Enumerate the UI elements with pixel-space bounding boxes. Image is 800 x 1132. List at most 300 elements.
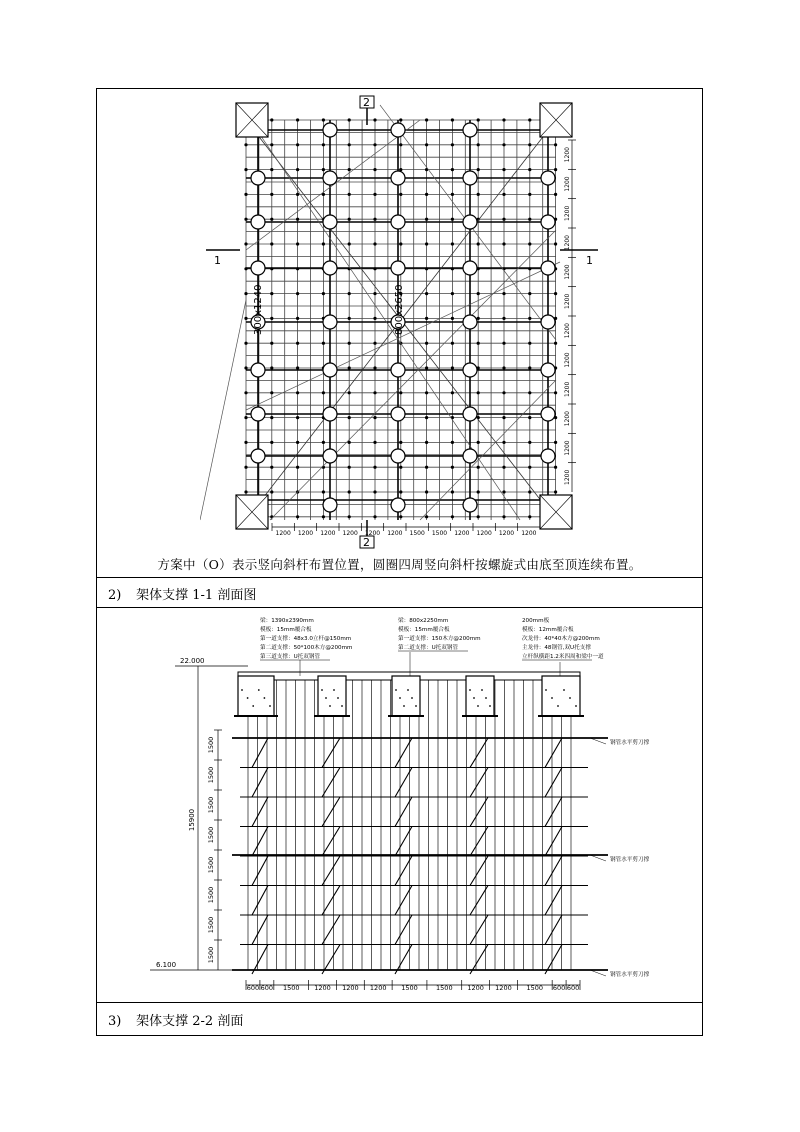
pole-node bbox=[244, 317, 247, 320]
pole-node bbox=[244, 168, 247, 171]
vertical-brace-circle bbox=[323, 498, 337, 512]
row-divider bbox=[96, 577, 703, 578]
pole-node bbox=[502, 490, 505, 493]
vertical-brace-circle bbox=[323, 171, 337, 185]
pole-node bbox=[399, 143, 402, 146]
pole-node bbox=[502, 317, 505, 320]
pole-node bbox=[528, 515, 531, 518]
vertical-brace-circle bbox=[463, 363, 477, 377]
pole-node bbox=[528, 466, 531, 469]
dimension-label: 1200 bbox=[564, 176, 571, 192]
concrete-dot bbox=[557, 705, 559, 707]
pole-node bbox=[270, 466, 273, 469]
pole-node bbox=[244, 342, 247, 345]
pole-node bbox=[425, 242, 428, 245]
scaffold-elevation-drawing bbox=[130, 612, 690, 998]
diagonal-brace bbox=[322, 856, 340, 886]
vertical-brace-circle bbox=[251, 363, 265, 377]
vertical-brace-circle bbox=[391, 261, 405, 275]
pole-node bbox=[528, 317, 531, 320]
beam-section bbox=[392, 676, 420, 716]
vertical-brace-circle bbox=[391, 215, 405, 229]
diagonal-brace bbox=[545, 797, 562, 827]
diagonal-brace bbox=[246, 262, 560, 410]
vertical-brace-circle bbox=[463, 171, 477, 185]
pole-node bbox=[451, 466, 454, 469]
pole-node bbox=[554, 143, 557, 146]
pole-node bbox=[554, 391, 557, 394]
pole-node bbox=[322, 143, 325, 146]
pole-node bbox=[348, 168, 351, 171]
concrete-dot bbox=[473, 697, 475, 699]
pole-node bbox=[425, 490, 428, 493]
pole-node bbox=[244, 267, 247, 270]
dimension-label: 1500 bbox=[207, 886, 215, 904]
leader-line bbox=[590, 738, 606, 744]
diagonal-brace bbox=[252, 856, 268, 886]
pole-node bbox=[451, 342, 454, 345]
pole-node bbox=[554, 466, 557, 469]
vertical-brace-circle bbox=[251, 171, 265, 185]
dimension-label: 1500 bbox=[207, 766, 215, 784]
dimension-label: 1200 bbox=[342, 984, 359, 992]
concrete-dot bbox=[337, 697, 339, 699]
beam-label: 300x1240 bbox=[253, 284, 264, 335]
pole-node bbox=[373, 441, 376, 444]
pole-node bbox=[296, 342, 299, 345]
pole-node bbox=[244, 490, 247, 493]
diagonal-brace bbox=[322, 886, 340, 916]
pole-node bbox=[322, 441, 325, 444]
total-height-label: 15900 bbox=[188, 808, 196, 832]
concrete-dot bbox=[407, 689, 409, 691]
pole-node bbox=[373, 218, 376, 221]
concrete-dot bbox=[477, 705, 479, 707]
pole-node bbox=[451, 267, 454, 270]
pole-node bbox=[477, 391, 480, 394]
pole-node bbox=[554, 292, 557, 295]
vertical-brace-circle bbox=[463, 215, 477, 229]
pole-node bbox=[348, 143, 351, 146]
vertical-brace-circle bbox=[463, 449, 477, 463]
pole-node bbox=[348, 515, 351, 518]
pole-node bbox=[244, 416, 247, 419]
pole-node bbox=[425, 193, 428, 196]
leader-line bbox=[590, 970, 606, 976]
pole-node bbox=[348, 292, 351, 295]
vertical-brace-circle bbox=[391, 171, 405, 185]
dimension-label: 1500 bbox=[207, 856, 215, 874]
pole-node bbox=[399, 242, 402, 245]
pole-node bbox=[244, 242, 247, 245]
level-label: 6.100 bbox=[156, 961, 177, 969]
pole-node bbox=[322, 292, 325, 295]
vertical-brace-circle bbox=[463, 261, 477, 275]
pole-node bbox=[373, 168, 376, 171]
pole-node bbox=[528, 490, 531, 493]
dimension-label: 1200 bbox=[564, 264, 571, 280]
beam-spec-note: 第二道支撑：U托双钢管 bbox=[398, 645, 459, 651]
concrete-dot bbox=[481, 689, 483, 691]
section-heading-1-1 bbox=[108, 584, 256, 603]
pole-node bbox=[373, 292, 376, 295]
pole-node bbox=[451, 218, 454, 221]
dimension-label: 1200 bbox=[476, 530, 492, 537]
concrete-dot bbox=[341, 705, 343, 707]
pole-node bbox=[425, 292, 428, 295]
brace-label: 钢管水平剪刀撑 bbox=[610, 740, 650, 746]
diagonal-brace bbox=[322, 827, 340, 857]
diagonal-brace bbox=[545, 886, 562, 916]
pole-node bbox=[296, 242, 299, 245]
dimension-label: 1200 bbox=[454, 530, 470, 537]
beam-spec-note: 次龙骨：40*40木方@200mm bbox=[522, 636, 600, 642]
pole-node bbox=[451, 515, 454, 518]
concrete-dot bbox=[415, 705, 417, 707]
vertical-brace-circle bbox=[251, 261, 265, 275]
section-mark: 1 bbox=[214, 254, 221, 267]
pole-node bbox=[270, 267, 273, 270]
concrete-dot bbox=[563, 689, 565, 691]
pole-node bbox=[296, 267, 299, 270]
pole-node bbox=[322, 168, 325, 171]
pole-node bbox=[373, 366, 376, 369]
dimension-label: 1500 bbox=[431, 530, 448, 537]
dimension-label: 1200 bbox=[498, 530, 515, 537]
pole-node bbox=[348, 366, 351, 369]
pole-node bbox=[270, 317, 273, 320]
pole-node bbox=[451, 193, 454, 196]
dimension-label: 600 bbox=[246, 984, 260, 992]
pole-node bbox=[373, 317, 376, 320]
beam-spec-note: 模板：15mm覆合板 bbox=[260, 627, 312, 633]
pole-node bbox=[451, 143, 454, 146]
dimension-label: 1200 bbox=[564, 381, 571, 397]
beam-spec-note: 梁：1390x2390mm bbox=[260, 618, 314, 624]
pole-node bbox=[348, 416, 351, 419]
concrete-dot bbox=[403, 705, 405, 707]
pole-node bbox=[296, 416, 299, 419]
pole-node bbox=[502, 391, 505, 394]
vertical-brace-circle bbox=[323, 363, 337, 377]
vertical-brace-circle bbox=[541, 407, 555, 421]
pole-node bbox=[322, 490, 325, 493]
diagonal-brace bbox=[252, 886, 268, 916]
vertical-brace-circle bbox=[323, 261, 337, 275]
diagonal-brace bbox=[200, 300, 246, 520]
pole-node bbox=[425, 118, 428, 121]
concrete-dot bbox=[321, 689, 323, 691]
dimension-label: 1200 bbox=[314, 984, 331, 992]
pole-node bbox=[528, 342, 531, 345]
beam-spec-note: 立杆纵横距1.2米四周和梁中一道 bbox=[522, 654, 604, 660]
vertical-brace-circle bbox=[541, 215, 555, 229]
pole-node bbox=[399, 193, 402, 196]
level-label: 22.000 bbox=[180, 657, 205, 665]
pole-node bbox=[425, 143, 428, 146]
pole-node bbox=[322, 242, 325, 245]
diagonal-brace bbox=[252, 738, 268, 768]
pole-node bbox=[270, 168, 273, 171]
vertical-brace-circle bbox=[323, 449, 337, 463]
beam-spec-note: 主龙骨：48钢管,双U托支撑 bbox=[522, 645, 591, 651]
pole-node bbox=[554, 242, 557, 245]
dimension-label: 1500 bbox=[401, 984, 418, 992]
vertical-brace-circle bbox=[463, 123, 477, 137]
dimension-label: 1500 bbox=[207, 736, 215, 754]
pole-node bbox=[296, 441, 299, 444]
dimension-label: 600 bbox=[552, 984, 566, 992]
dimension-label: 1200 bbox=[467, 984, 484, 992]
pole-node bbox=[373, 342, 376, 345]
diagonal-brace bbox=[545, 768, 562, 798]
pole-node bbox=[296, 118, 299, 121]
row-divider bbox=[96, 607, 703, 608]
dimension-label: 1200 bbox=[495, 984, 512, 992]
concrete-dot bbox=[575, 705, 577, 707]
concrete-dot bbox=[469, 689, 471, 691]
beam-spec-note: 第一道支撑：48x3.0立杆@150mm bbox=[260, 636, 352, 642]
diagonal-brace bbox=[545, 856, 562, 886]
vertical-brace-circle bbox=[251, 449, 265, 463]
pole-node bbox=[296, 218, 299, 221]
dimension-label: 1200 bbox=[275, 530, 291, 537]
pole-node bbox=[554, 441, 557, 444]
pole-node bbox=[296, 292, 299, 295]
pole-node bbox=[528, 391, 531, 394]
section-mark: 1 bbox=[586, 254, 593, 267]
pole-node bbox=[296, 391, 299, 394]
vertical-brace-circle bbox=[541, 363, 555, 377]
concrete-dot bbox=[325, 697, 327, 699]
brace-label: 钢管水平剪刀撑 bbox=[610, 857, 650, 863]
pole-node bbox=[270, 292, 273, 295]
diagonal-brace bbox=[545, 738, 562, 768]
pole-node bbox=[502, 416, 505, 419]
pole-node bbox=[348, 466, 351, 469]
vertical-brace-circle bbox=[391, 363, 405, 377]
beam-spec-note: 第一道支撑：150木方@200mm bbox=[398, 636, 481, 642]
dimension-label: 600 bbox=[260, 984, 274, 992]
concrete-dot bbox=[569, 697, 571, 699]
dimension-label: 1200 bbox=[387, 530, 403, 537]
pole-node bbox=[425, 342, 428, 345]
beam-section bbox=[542, 676, 580, 716]
pole-node bbox=[554, 490, 557, 493]
pole-node bbox=[373, 391, 376, 394]
beam-spec-note: 梁：800x2250mm bbox=[398, 618, 449, 624]
pole-node bbox=[322, 391, 325, 394]
pole-node bbox=[477, 168, 480, 171]
dimension-label: 1500 bbox=[526, 984, 544, 992]
pole-node bbox=[270, 490, 273, 493]
pole-node bbox=[244, 292, 247, 295]
pole-node bbox=[296, 466, 299, 469]
pole-node bbox=[502, 292, 505, 295]
pole-node bbox=[477, 441, 480, 444]
pole-node bbox=[425, 366, 428, 369]
dimension-label: 1200 bbox=[564, 469, 571, 485]
pole-node bbox=[348, 391, 351, 394]
pole-node bbox=[502, 515, 505, 518]
dimension-label: 1200 bbox=[364, 530, 381, 537]
concrete-dot bbox=[545, 689, 547, 691]
pole-node bbox=[425, 466, 428, 469]
vertical-brace-circle bbox=[391, 123, 405, 137]
pole-node bbox=[296, 143, 299, 146]
dimension-label: 1200 bbox=[564, 205, 571, 221]
pole-node bbox=[425, 391, 428, 394]
dimension-label: 1200 bbox=[564, 352, 571, 368]
vertical-brace-circle bbox=[323, 123, 337, 137]
pole-node bbox=[425, 267, 428, 270]
pole-node bbox=[244, 143, 247, 146]
beam-spec-note: 模板：15mm覆合板 bbox=[398, 627, 450, 633]
beam-label: 800x2650 bbox=[394, 284, 405, 335]
pole-node bbox=[270, 391, 273, 394]
pole-node bbox=[399, 490, 402, 493]
concrete-dot bbox=[551, 697, 553, 699]
diagonal-brace bbox=[252, 768, 268, 798]
pole-node bbox=[373, 242, 376, 245]
pole-node bbox=[270, 118, 273, 121]
pole-node bbox=[348, 218, 351, 221]
beam-section bbox=[466, 676, 494, 716]
concrete-dot bbox=[269, 705, 271, 707]
dimension-label: 1500 bbox=[207, 826, 215, 844]
vertical-brace-circle bbox=[323, 215, 337, 229]
beam-spec-note: 第三道支撑：U托双钢管 bbox=[260, 654, 321, 660]
row-divider bbox=[96, 1002, 703, 1003]
pole-node bbox=[348, 242, 351, 245]
pole-node bbox=[425, 317, 428, 320]
vertical-brace-circle bbox=[541, 261, 555, 275]
diagonal-brace bbox=[545, 827, 562, 857]
pole-node bbox=[270, 193, 273, 196]
pole-node bbox=[528, 218, 531, 221]
pole-node bbox=[528, 292, 531, 295]
pole-node bbox=[477, 466, 480, 469]
pole-node bbox=[399, 515, 402, 518]
pole-node bbox=[348, 490, 351, 493]
pole-node bbox=[502, 143, 505, 146]
pole-node bbox=[296, 366, 299, 369]
dimension-label: 1500 bbox=[282, 984, 300, 992]
pole-node bbox=[270, 441, 273, 444]
pole-node bbox=[296, 317, 299, 320]
leader-line bbox=[590, 855, 606, 861]
pole-node bbox=[244, 466, 247, 469]
brace-label: 钢管水平剪刀撑 bbox=[610, 972, 650, 978]
pole-node bbox=[502, 168, 505, 171]
pole-node bbox=[451, 242, 454, 245]
vertical-brace-circle bbox=[391, 407, 405, 421]
section-number: 2) bbox=[108, 588, 122, 603]
plan-caption: 方案中（O）表示竖向斜杆布置位置，圆圈四周竖向斜杆按螺旋式由底至顶连续布置。 bbox=[157, 557, 642, 572]
pole-node bbox=[477, 490, 480, 493]
vertical-brace-circle bbox=[541, 315, 555, 329]
concrete-dot bbox=[241, 689, 243, 691]
pole-node bbox=[451, 168, 454, 171]
pole-node bbox=[502, 218, 505, 221]
pole-node bbox=[425, 416, 428, 419]
scaffold-plan-drawing bbox=[200, 92, 610, 554]
pole-node bbox=[244, 218, 247, 221]
pole-node bbox=[502, 118, 505, 121]
pole-node bbox=[451, 292, 454, 295]
vertical-brace-circle bbox=[251, 407, 265, 421]
dimension-label: 1200 bbox=[564, 323, 571, 339]
pole-node bbox=[502, 242, 505, 245]
pole-node bbox=[244, 441, 247, 444]
pole-node bbox=[399, 118, 402, 121]
pole-node bbox=[322, 342, 325, 345]
diagonal-brace bbox=[270, 230, 556, 520]
pole-node bbox=[296, 168, 299, 171]
dimension-label: 1200 bbox=[564, 440, 571, 456]
pole-node bbox=[451, 490, 454, 493]
pole-node bbox=[373, 267, 376, 270]
pole-node bbox=[348, 317, 351, 320]
pole-node bbox=[477, 342, 480, 345]
pole-node bbox=[270, 218, 273, 221]
pole-node bbox=[270, 143, 273, 146]
beam-section bbox=[318, 676, 346, 716]
dimension-label: 1200 bbox=[369, 984, 387, 992]
vertical-brace-circle bbox=[463, 407, 477, 421]
pole-node bbox=[373, 490, 376, 493]
concrete-dot bbox=[329, 705, 331, 707]
pole-node bbox=[528, 242, 531, 245]
pole-node bbox=[373, 118, 376, 121]
concrete-dot bbox=[264, 697, 266, 699]
pole-node bbox=[477, 118, 480, 121]
pole-node bbox=[373, 466, 376, 469]
pole-node bbox=[244, 391, 247, 394]
pole-node bbox=[528, 143, 531, 146]
pole-node bbox=[270, 366, 273, 369]
diagonal-brace bbox=[252, 797, 268, 827]
pole-node bbox=[528, 366, 531, 369]
pole-node bbox=[502, 441, 505, 444]
section-heading-2-2 bbox=[108, 1010, 243, 1029]
pole-node bbox=[502, 342, 505, 345]
dimension-label: 1200 bbox=[297, 530, 314, 537]
dimension-label: 1500 bbox=[409, 530, 425, 537]
pole-node bbox=[270, 342, 273, 345]
pole-node bbox=[502, 466, 505, 469]
section-title: 架体支撑 2-2 剖面 bbox=[136, 1014, 244, 1029]
dimension-label: 600 bbox=[566, 984, 580, 992]
concrete-dot bbox=[489, 705, 491, 707]
dimension-label: 1200 bbox=[521, 530, 537, 537]
pole-node bbox=[451, 118, 454, 121]
dimension-label: 1500 bbox=[436, 984, 453, 992]
pole-node bbox=[528, 416, 531, 419]
pole-node bbox=[425, 441, 428, 444]
pole-node bbox=[244, 366, 247, 369]
dimension-label: 1200 bbox=[342, 530, 358, 537]
vertical-brace-circle bbox=[463, 498, 477, 512]
pole-node bbox=[373, 143, 376, 146]
diagonal-brace bbox=[322, 797, 340, 827]
concrete-dot bbox=[485, 697, 487, 699]
diagonal-brace bbox=[322, 738, 340, 768]
diagonal-brace bbox=[420, 380, 556, 520]
concrete-dot bbox=[247, 697, 249, 699]
section-mark: 2 bbox=[363, 536, 370, 549]
concrete-dot bbox=[333, 689, 335, 691]
